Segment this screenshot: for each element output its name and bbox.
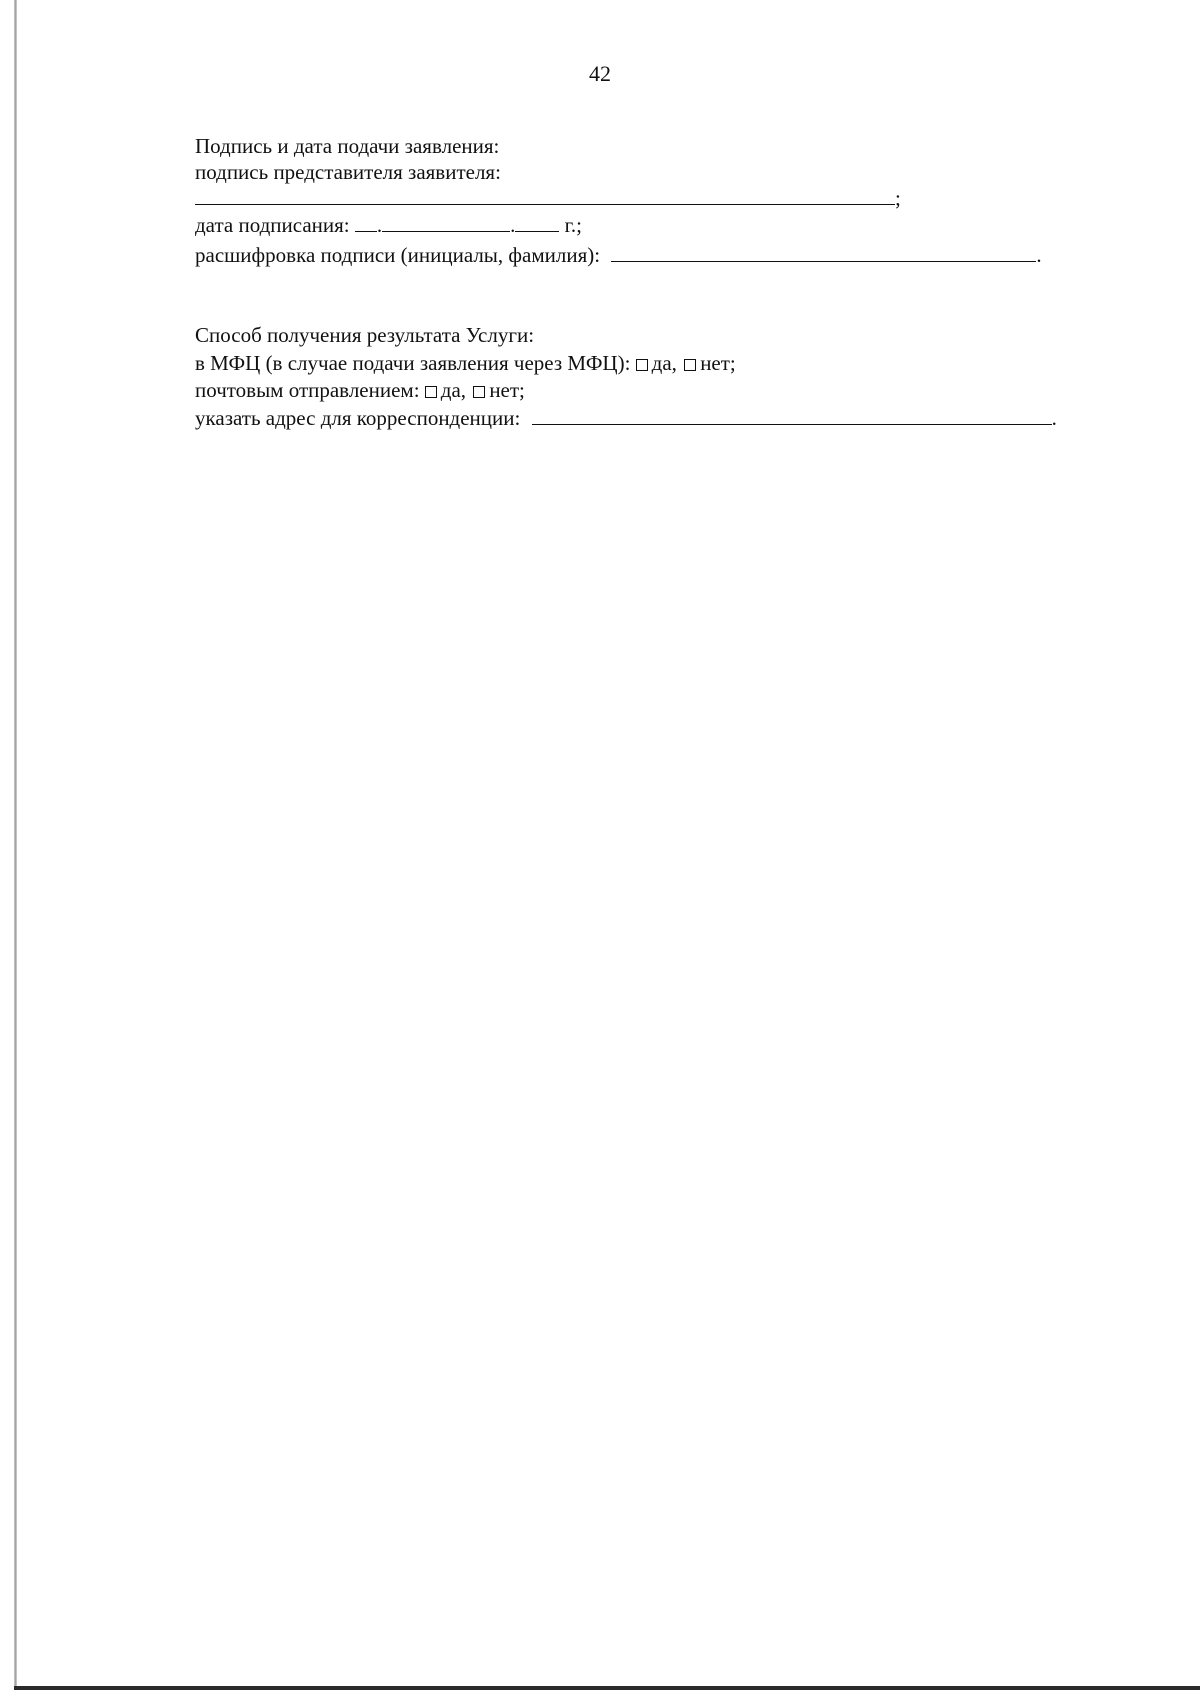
result-method-heading: Способ получения результата Услуги:: [195, 323, 535, 347]
signature-heading: Подпись и дата подачи заявления:: [195, 134, 500, 158]
mail-option-row: [195, 377, 525, 403]
address-end: .: [1051, 406, 1057, 430]
yes-label: да,: [651, 351, 677, 375]
signature-decoding-row: [195, 242, 1042, 268]
signature-line-end: ;: [895, 186, 901, 210]
date-separator: .: [376, 213, 383, 237]
signature-line-row: [195, 185, 901, 211]
mfc-no-checkbox[interactable]: [684, 359, 696, 371]
signing-date-label: дата подписания:: [195, 213, 350, 237]
date-separator: .: [510, 213, 516, 237]
no-label: нет;: [700, 351, 736, 375]
signature-decoding-field[interactable]: [611, 243, 1036, 262]
address-field[interactable]: [532, 406, 1052, 425]
date-month-field[interactable]: [382, 213, 510, 232]
scan-left-edge: [14, 0, 17, 1690]
signature-decoding-label: расшифровка подписи (инициалы, фамилия):: [195, 243, 601, 267]
address-row: [195, 405, 1057, 431]
mfc-yes-checkbox[interactable]: [636, 359, 648, 371]
date-day-field[interactable]: [355, 213, 377, 232]
scan-bottom-edge: [14, 1686, 1200, 1690]
mfc-option-label: в МФЦ (в случае подачи заявления через МФЦ):: [195, 351, 631, 375]
mfc-option-row: [195, 350, 736, 376]
mail-no-checkbox[interactable]: [473, 386, 485, 398]
date-year-suffix: г.;: [564, 213, 582, 237]
mail-option-label: почтовым отправлением:: [195, 378, 420, 402]
mail-yes-checkbox[interactable]: [425, 386, 437, 398]
signature-decoding-end: .: [1036, 243, 1042, 267]
representative-signature-label: подпись представителя заявителя:: [195, 160, 501, 184]
yes-label: да,: [440, 378, 467, 402]
address-label: указать адрес для корреспонденции:: [195, 406, 521, 430]
page-number: 42: [589, 61, 611, 86]
signing-date-row: [195, 212, 582, 238]
no-label: нет;: [489, 378, 525, 402]
date-year-field[interactable]: [515, 213, 559, 232]
signature-field[interactable]: [195, 186, 895, 205]
